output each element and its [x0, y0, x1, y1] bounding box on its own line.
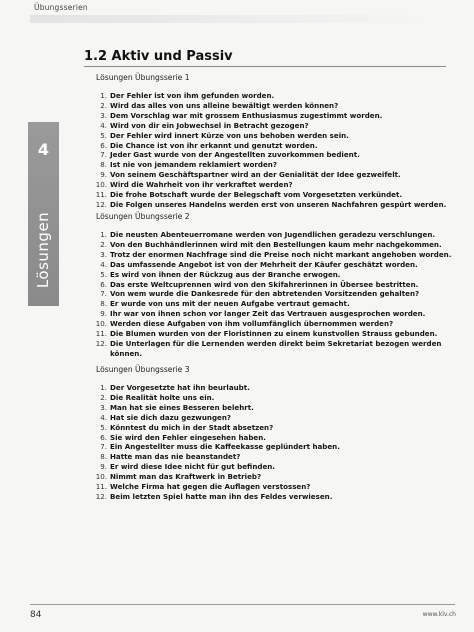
item-number: 9.	[100, 462, 107, 472]
item-number: 5.	[100, 422, 107, 432]
answer-item	[96, 180, 446, 190]
item-number: 12.	[95, 491, 107, 501]
item-number: 10.	[95, 180, 107, 190]
page-number: 84	[30, 610, 42, 620]
item-text: Von wem wurde die Dankesrede für den abtretenden Vorsitzenden gehalten?	[110, 289, 420, 299]
side-tab-label: Lösungen	[34, 211, 52, 289]
item-text: Die Unterlagen für die Lernenden werden direkt beim Sekretariat bezogen werden können.	[110, 338, 442, 358]
item-text: Der Fehler ist von ihm gefunden worden.	[110, 91, 275, 100]
answer-item	[96, 299, 474, 309]
item-number: 10.	[95, 319, 107, 329]
item-number: 8.	[100, 299, 107, 309]
item-text: Das erste Weltcuprennen wird von den Skifahrerinnen in Übersee bestritten.	[110, 279, 419, 289]
answer-item	[96, 111, 446, 121]
answer-item	[96, 339, 474, 359]
answer-item	[96, 319, 474, 329]
header-rule	[30, 15, 437, 23]
item-text: Nimmt man das Kraftwerk in Betrieb?	[110, 472, 262, 482]
section-header-label: Übungsserien	[34, 3, 88, 12]
item-number: 2.	[100, 100, 107, 110]
answer-item	[96, 309, 474, 319]
answer-item	[96, 190, 446, 200]
item-number: 2.	[100, 239, 107, 249]
answer-item	[96, 403, 340, 413]
item-text: Hat sie dich dazu gezwungen?	[110, 412, 231, 422]
item-text: Der Vorgesetzte hat ihn beurlaubt.	[110, 383, 250, 392]
item-number: 4.	[100, 120, 107, 130]
answer-item	[96, 452, 340, 462]
item-number: 4.	[100, 259, 107, 269]
answer-item	[96, 413, 340, 423]
item-number: 11.	[95, 329, 107, 339]
item-number: 3.	[100, 402, 107, 412]
item-text: Hatte man das nie beanstandet?	[110, 452, 241, 462]
item-number: 4.	[100, 412, 107, 422]
item-number: 8.	[100, 160, 107, 170]
website-url: www.klv.ch	[422, 611, 456, 618]
item-text: Jeder Gast wurde von der Angestellten zuvorkommen bedient.	[110, 150, 360, 160]
item-text: Dem Vorschlag war mit grossem Enthusiasmus zugestimmt worden.	[110, 110, 383, 120]
item-number: 1.	[100, 230, 107, 239]
answer-item	[96, 150, 446, 160]
item-number: 3.	[100, 249, 107, 259]
item-number: 5.	[100, 269, 107, 279]
title-rule	[84, 66, 446, 67]
item-text: Er wird diese Idee nicht für gut befinden.	[110, 462, 275, 472]
item-text: Er wurde von uns mit der neuen Aufgabe vertraut gemacht.	[110, 299, 350, 309]
item-number: 11.	[95, 190, 107, 200]
item-number: 3.	[100, 110, 107, 120]
item-number: 12.	[95, 338, 107, 348]
answer-item	[96, 472, 340, 482]
answer-item	[96, 170, 446, 180]
item-text: Das umfassende Angebot ist von der Mehrheit der Käufer geschätzt worden.	[110, 259, 418, 269]
answer-list	[96, 230, 474, 359]
item-text: Wird die Wahrheit von ihr verkraftet werden?	[110, 180, 293, 190]
item-number: 11.	[95, 482, 107, 492]
answer-item	[96, 200, 446, 210]
item-text: Trotz der enormen Nachfrage sind die Preise noch nicht markant angehoben worden.	[110, 249, 452, 259]
item-text: Die Realität holte uns ein.	[110, 392, 215, 402]
item-number: 7.	[100, 442, 107, 452]
answer-item	[96, 270, 474, 280]
answer-item	[96, 121, 446, 131]
answer-item	[96, 433, 340, 443]
answer-item	[96, 442, 340, 452]
answer-list	[96, 383, 340, 502]
answer-item	[96, 329, 474, 339]
item-text: Ist nie von jemandem reklamiert worden?	[110, 160, 277, 170]
item-text: Werden diese Aufgaben von ihm vollumfänglich übernommen werden?	[110, 319, 394, 329]
item-text: Von den Buchhändlerinnen wird mit den Bestellungen kaum mehr nachgekommen.	[110, 239, 442, 249]
item-text: Beim letzten Spiel hatte man ihn des Feldes verwiesen.	[110, 491, 333, 501]
footer-rule	[30, 604, 455, 605]
item-text: Ihr war von ihnen schon vor langer Zeit das Vertrauen ausgesprochen worden.	[110, 309, 426, 319]
answer-item	[96, 101, 446, 111]
answer-item	[96, 462, 340, 472]
item-number: 7.	[100, 289, 107, 299]
solutions-series-1	[96, 73, 446, 210]
item-text: Der Fehler wird innert Kürze von uns behoben werden sein.	[110, 130, 349, 140]
item-number: 6.	[100, 432, 107, 442]
answer-item	[96, 260, 474, 270]
answer-item	[96, 230, 474, 240]
answer-item	[96, 289, 474, 299]
chapter-number: 4	[37, 140, 50, 159]
answer-item	[96, 141, 446, 151]
answer-item	[96, 250, 474, 260]
item-number: 6.	[100, 279, 107, 289]
item-text: Sie wird den Fehler eingesehen haben.	[110, 432, 266, 442]
item-text: Die neusten Abenteuerromane werden von Jugendlichen geradezu verschlungen.	[110, 230, 436, 239]
item-number: 8.	[100, 452, 107, 462]
series-title: Lösungen Übungsserie 2	[96, 212, 190, 221]
item-number: 9.	[100, 309, 107, 319]
page-title: 1.2 Aktiv und Passiv	[84, 49, 233, 64]
answer-item	[96, 383, 340, 393]
answer-item	[96, 131, 446, 141]
answer-item	[96, 492, 340, 502]
item-number: 1.	[100, 383, 107, 392]
answer-item	[96, 482, 340, 492]
item-text: Die frohe Botschaft wurde der Belegschaft vom Vorgesetzten verkündet.	[110, 190, 403, 200]
item-text: Die Folgen unseres Handelns werden erst von unseren Nachfahren gespürt werden.	[110, 199, 447, 209]
answer-item	[96, 280, 474, 290]
solutions-series-2	[96, 212, 474, 359]
answer-list	[96, 91, 446, 210]
item-number: 1.	[100, 91, 107, 100]
item-text: Man hat sie eines Besseren belehrt.	[110, 402, 254, 412]
item-number: 2.	[100, 392, 107, 402]
item-number: 7.	[100, 150, 107, 160]
item-text: Es wird von ihnen der Rückzug aus der Branche erwogen.	[110, 269, 341, 279]
item-text: Die Blumen wurden von der Floristinnen zu einem kunstvollen Strauss gebunden.	[110, 329, 438, 339]
item-text: Wird von dir ein Jobwechsel in Betracht gezogen?	[110, 120, 309, 130]
answer-item	[96, 393, 340, 403]
series-title: Lösungen Übungsserie 3	[96, 365, 190, 374]
item-text: Wird das alles von uns alleine bewältigt werden können?	[110, 100, 339, 110]
series-title: Lösungen Übungsserie 1	[96, 73, 190, 82]
item-text: Welche Firma hat gegen die Auflagen verstossen?	[110, 482, 311, 492]
solutions-series-3	[96, 365, 340, 502]
answer-item	[96, 423, 340, 433]
item-number: 5.	[100, 130, 107, 140]
answer-item	[96, 160, 446, 170]
answer-item	[96, 240, 474, 250]
item-text: Könntest du mich in der Stadt absetzen?	[110, 422, 274, 432]
chapter-side-tab	[28, 122, 59, 306]
answer-item	[96, 91, 446, 101]
item-number: 10.	[95, 472, 107, 482]
item-number: 6.	[100, 140, 107, 150]
item-text: Von seinem Geschäftspartner wird an der Genialität der Idee gezweifelt.	[110, 170, 401, 180]
item-number: 12.	[95, 199, 107, 209]
item-text: Ein Angestellter muss die Kaffeekasse geplündert haben.	[110, 442, 340, 452]
item-number: 9.	[100, 170, 107, 180]
item-text: Die Chance ist von ihr erkannt und genutzt worden.	[110, 140, 318, 150]
